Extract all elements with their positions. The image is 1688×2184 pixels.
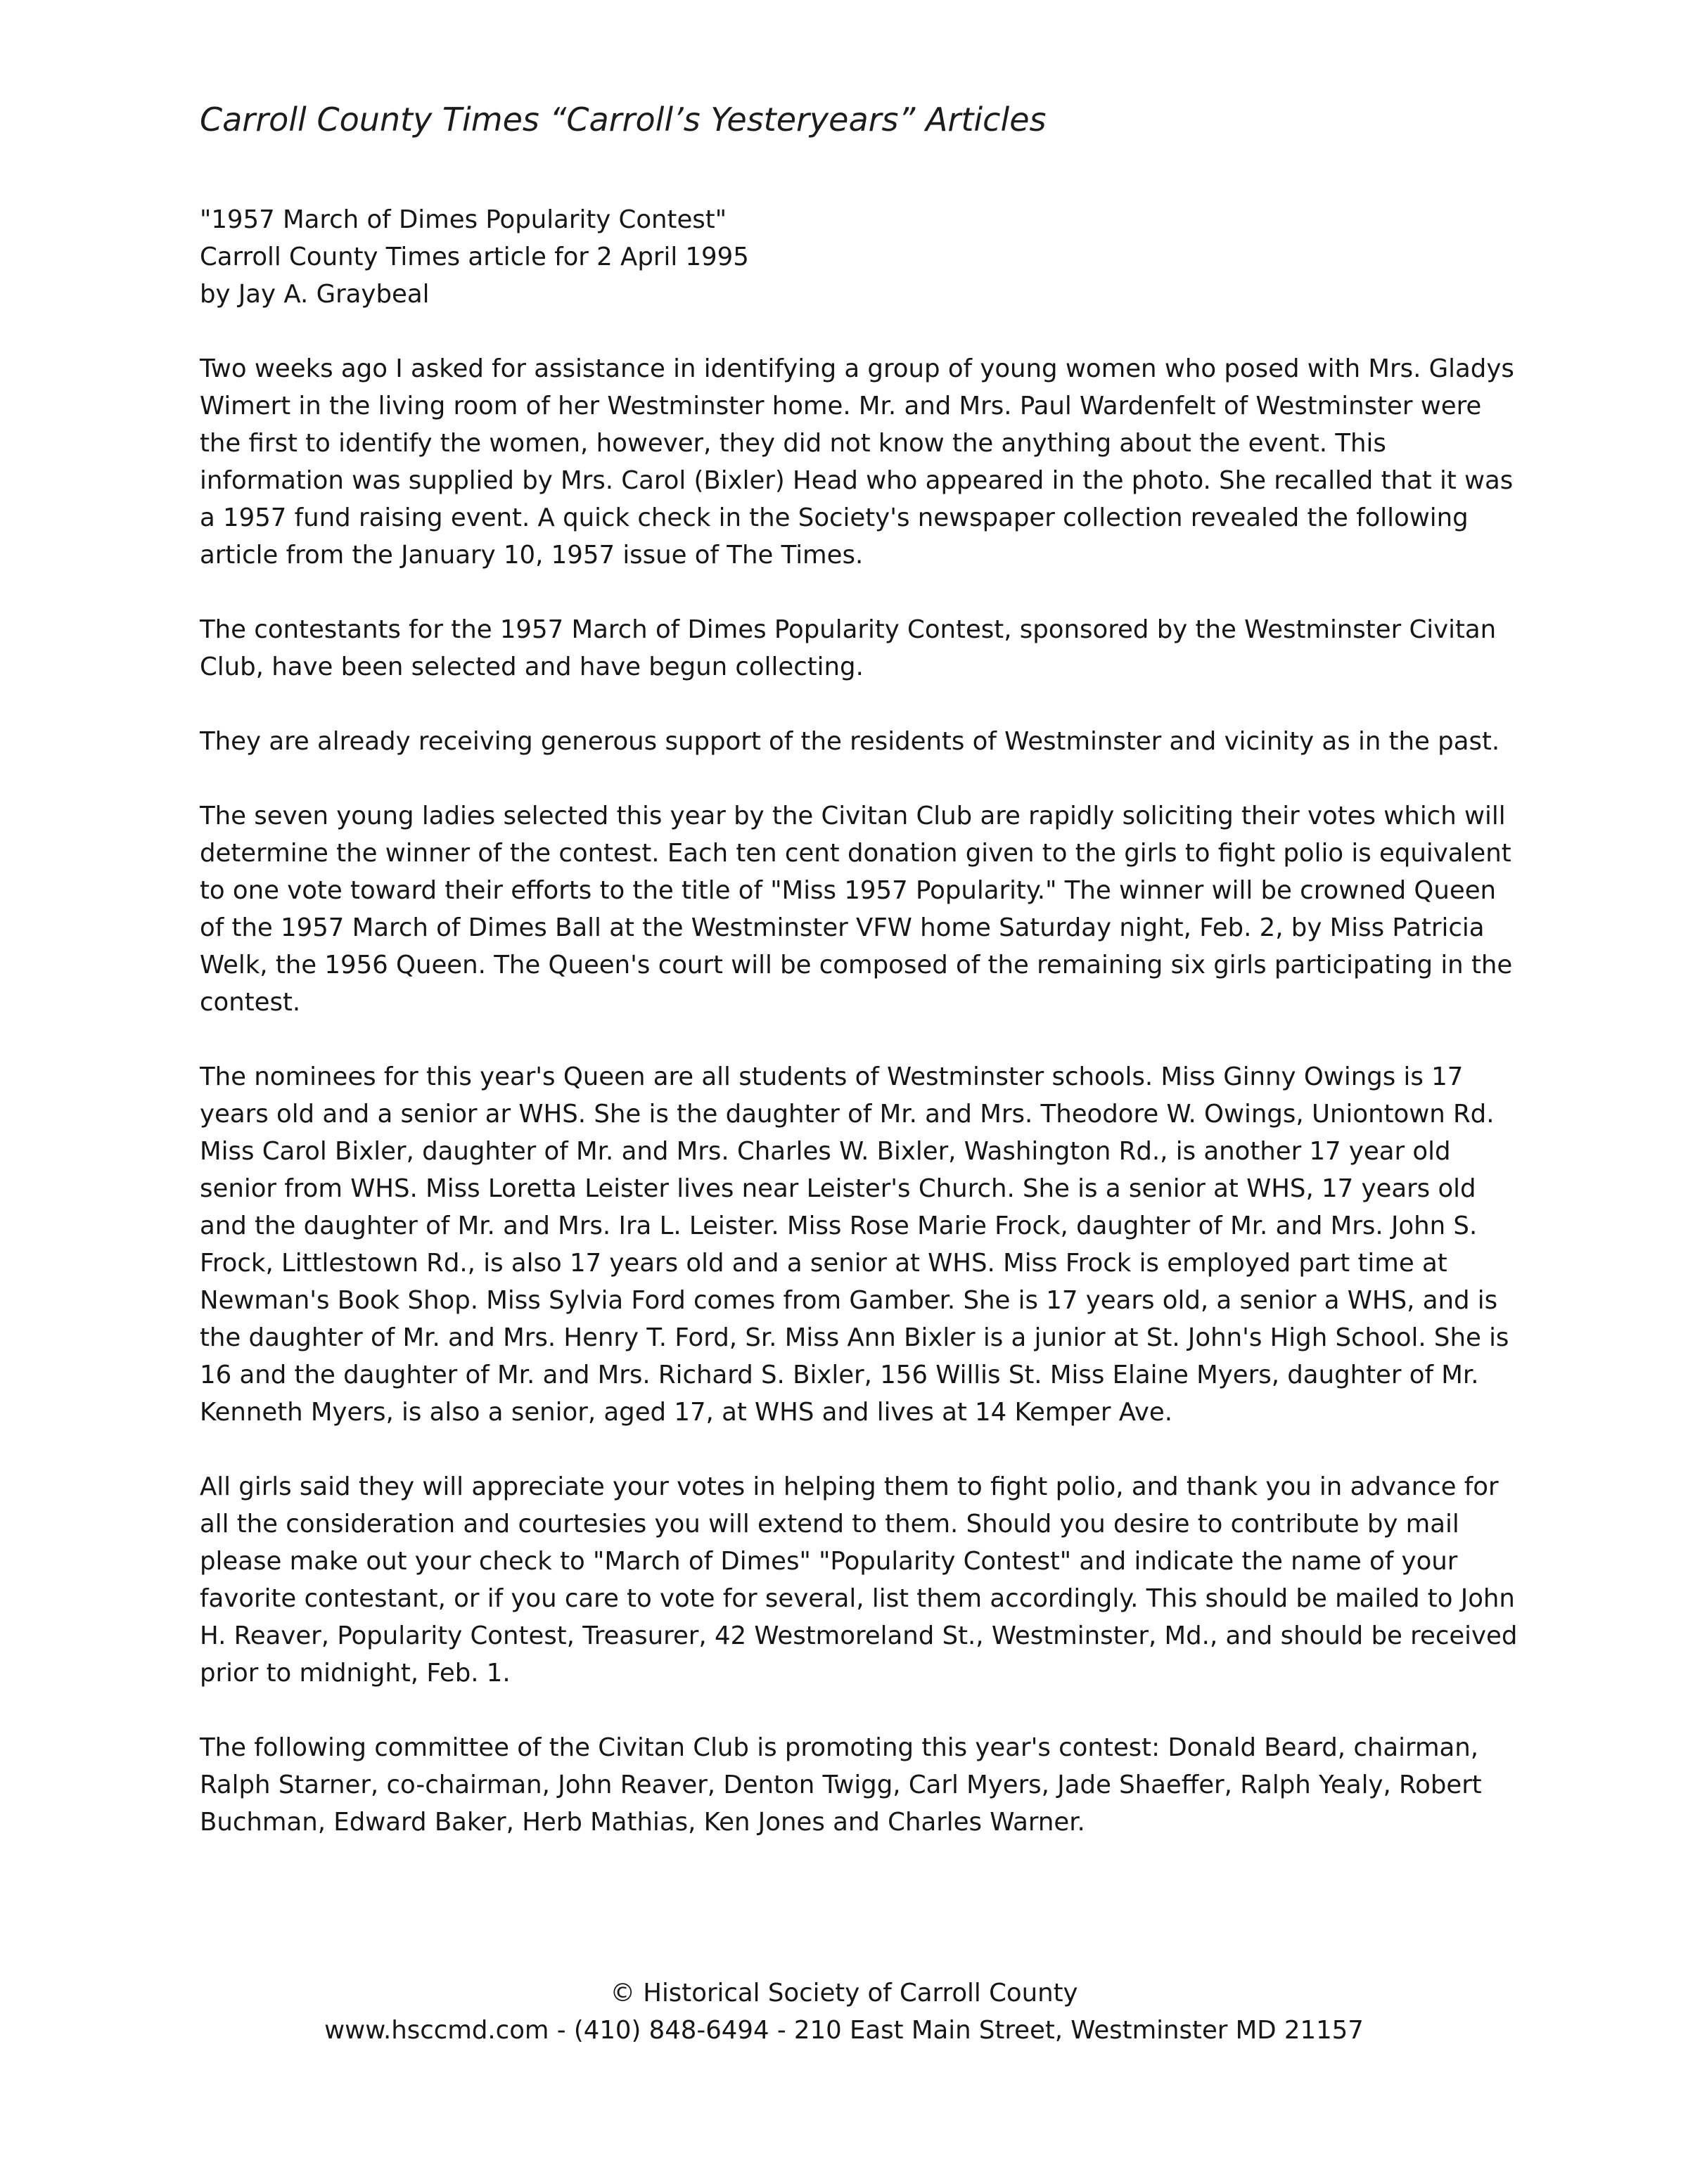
paragraph-intro: Two weeks ago I asked for assistance in identifying a group of young women who posed with Mrs. Gladys Wimert in the living room of her Westminster home. Mr. and Mrs. Paul Wardenfelt of Westminster were the first to identify the women, however, they did not know the anything about the event. This information was supplied by Mrs. Carol (Bixler) Head who appeared in the photo. She recalled that it was a 1957 fund raising event. A quick check in the Society's newspaper collection revealed the following article from the January 10, 1957 issue of The Times. (200, 354, 1514, 570)
page-footer (0, 1974, 1688, 2049)
paragraph-committee: The following committee of the Civitan Club is promoting this year's contest: Donald Beard, chairman, Ralph Starner, co-chairman, John Reaver, Denton Twigg, Carl Myers, Jade Shaeffer, Ralph Yealy, Robert Buchman, Edward Baker, Herb Mathias, Ken Jones and Charles Warner. (200, 1733, 1482, 1837)
page-header-title: Carroll County Times “Carroll’s Yesteryears” Articles (200, 101, 1047, 139)
article-headline: "1957 March of Dimes Popularity Contest" (200, 205, 727, 234)
paragraph-voting: The seven young ladies selected this year by the Civitan Club are rapidly soliciting their votes which will determine the winner of the contest. Each ten cent donation given to the girls to fight polio is equivalent to one vote toward their efforts to the title of "Miss 1957 Popularity." The winner will be crowned Queen of the 1957 March of Dimes Ball at the Westminster VFW home Saturday night, Feb. 2, by Miss Patricia Welk, the 1956 Queen. The Queen's court will be composed of the remaining six girls participating in the contest. (200, 802, 1513, 1017)
paragraph-contestants-selected: The contestants for the 1957 March of Dimes Popularity Contest, sponsored by the Westminster Civitan Club, have been selected and have begun collecting. (200, 615, 1497, 681)
paragraph-support: They are already receiving generous support of the residents of Westminster and vicinity as in the past. (200, 727, 1500, 756)
article-source-line: Carroll County Times article for 2 April 1995 (200, 243, 749, 271)
footer-copyright: © Historical Society of Carroll County (610, 1979, 1078, 2008)
article-body (200, 201, 1519, 1841)
paragraph-nominees: The nominees for this year's Queen are all students of Westminster schools. Miss Ginny Owings is 17 years old and a senior ar WHS. She is the daughter of Mr. and Mrs. Theodore W. Owings, Uniontown Rd. Miss Carol Bixler, daughter of Mr. and Mrs. Charles W. Bixler, Washington Rd., is another 17 year old senior from WHS. Miss Loretta Leister lives near Leister's Church. She is a senior at WHS, 17 years old and the daughter of Mr. and Mrs. Ira L. Leister. Miss Rose Marie Frock, daughter of Mr. and Mrs. John S. Frock, Littlestown Rd., is also 17 years old and a senior at WHS. Miss Frock is employed part time at Newman's Book Shop. Miss Sylvia Ford comes from Gamber. She is 17 years old, a senior a WHS, and is the daughter of Mr. and Mrs. Henry T. Ford, Sr. Miss Ann Bixler is a junior at St. John's High School. She is 16 and the daughter of Mr. and Mrs. Richard S. Bixler, 156 Willis St. Miss Elaine Myers, daughter of Mr. Kenneth Myers, is also a senior, aged 17, at WHS and lives at 14 Kemper Ave. (200, 1062, 1509, 1427)
paragraph-contribute-by-mail: All girls said they will appreciate your votes in helping them to fight polio, and thank you in advance for all the consideration and courtesies you will extend to them. Should you desire to contribute by mail please make out your check to "March of Dimes" "Popularity Contest" and indicate the name of your favorite contestant, or if you care to vote for several, list them accordingly. This should be mailed to John H. Reaver, Popularity Contest, Treasurer, 42 Westmoreland St., Westminster, Md., and should be received prior to midnight, Feb. 1. (200, 1472, 1518, 1688)
footer-contact-info: www.hsccmd.com - (410) 848-6494 - 210 East Main Street, Westminster MD 21157 (324, 2016, 1364, 2045)
article-byline: by Jay A. Graybeal (200, 280, 430, 309)
